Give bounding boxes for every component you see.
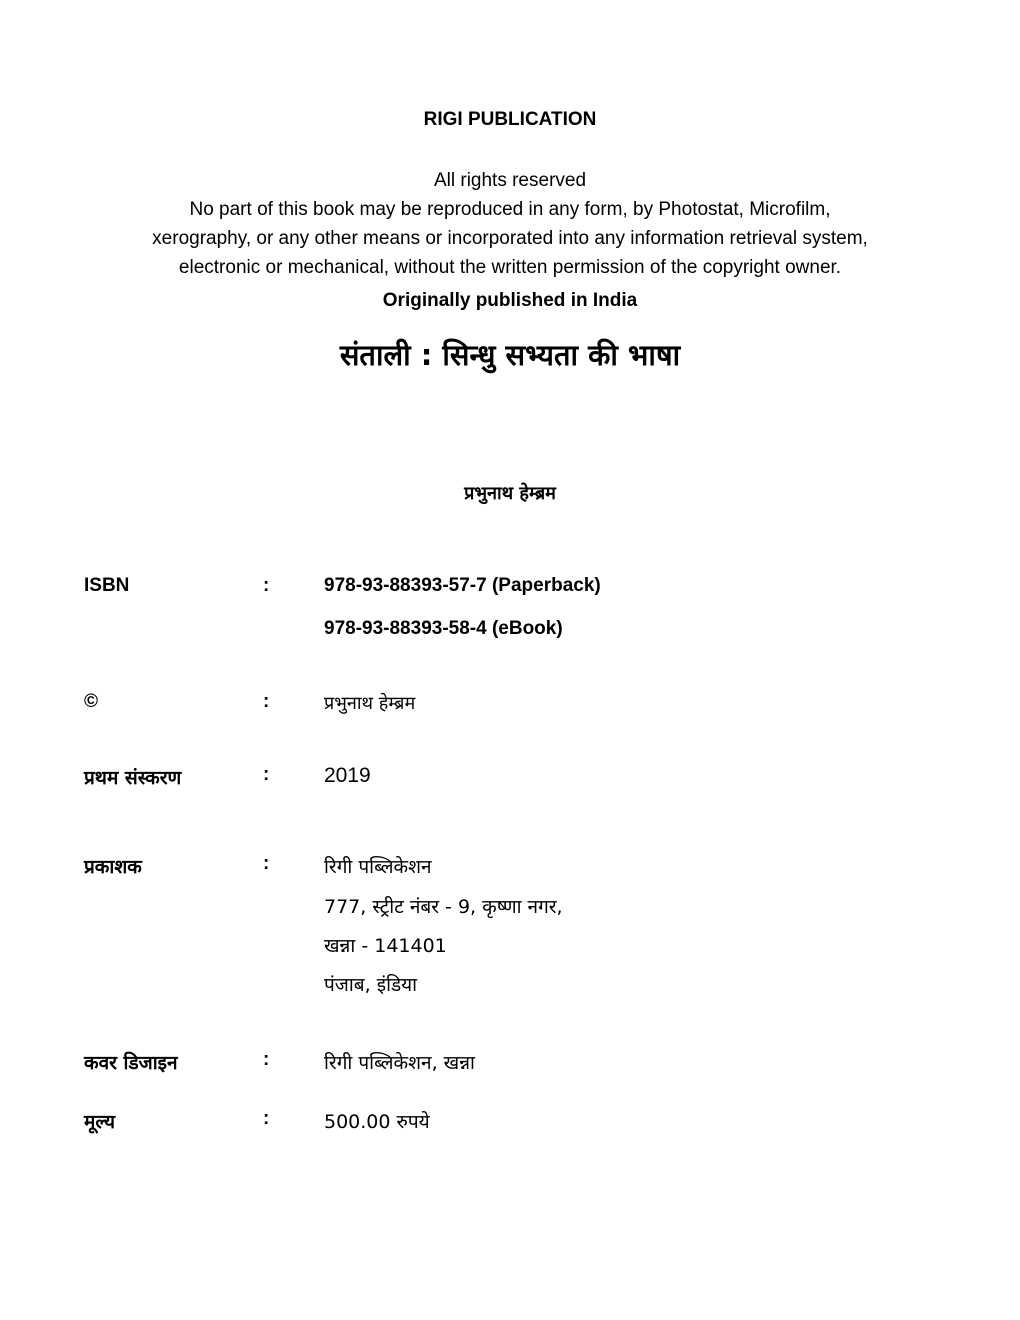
isbn-ebook-row bbox=[0, 618, 1020, 648]
isbn-ebook: 978-93-88393-58-4 (eBook) bbox=[324, 618, 563, 639]
edition-year: 2019 bbox=[324, 764, 371, 787]
publisher-address-line: खन्ना - 141401 bbox=[324, 935, 447, 957]
separator: : bbox=[263, 853, 270, 874]
cover-design-row bbox=[0, 1049, 1020, 1079]
isbn-row bbox=[0, 575, 1020, 605]
separator: : bbox=[263, 1108, 270, 1129]
rights-line: electronic or mechanical, without the written permission of the copyright owner. bbox=[178, 257, 842, 278]
rights-title: All rights reserved bbox=[433, 170, 587, 191]
publisher-label: प्रकाशक bbox=[84, 856, 142, 878]
rights-notice bbox=[0, 166, 1020, 282]
price-label: मूल्य bbox=[84, 1111, 116, 1133]
book-title: संताली : सिन्धु सभ्यता की भाषा bbox=[339, 338, 681, 372]
separator: : bbox=[263, 764, 270, 785]
author-name: प्रभुनाथ हेम्ब्रम bbox=[464, 483, 556, 504]
copyright-row bbox=[0, 691, 1020, 721]
cover-design-value: रिगी पब्लिकेशन, खन्ना bbox=[324, 1052, 475, 1074]
copyright-label: © bbox=[84, 691, 98, 712]
price-value: 500.00 रुपये bbox=[324, 1111, 430, 1133]
rights-line: No part of this book may be reproduced in any form, by Photostat, Microfilm, bbox=[189, 199, 831, 220]
separator: : bbox=[263, 575, 270, 596]
isbn-paperback: 978-93-88393-57-7 (Paperback) bbox=[324, 575, 601, 596]
price-row bbox=[0, 1108, 1020, 1138]
edition-label: प्रथम संस्करण bbox=[84, 767, 182, 789]
copyright-holder: प्रभुनाथ हेम्ब्रम bbox=[324, 693, 416, 714]
origin-note: Originally published in India bbox=[382, 290, 638, 311]
publisher-heading: RIGI PUBLICATION bbox=[423, 109, 597, 130]
separator: : bbox=[263, 691, 270, 712]
publisher-row bbox=[0, 853, 1020, 883]
cover-design-label: कवर डिजाइन bbox=[84, 1052, 178, 1074]
edition-row bbox=[0, 764, 1020, 794]
separator: : bbox=[263, 1049, 270, 1070]
isbn-label: ISBN bbox=[84, 575, 130, 596]
publisher-address-line: पंजाब, इंडिया bbox=[324, 974, 418, 996]
rights-line: xerography, or any other means or incorporated into any information retrieval system, bbox=[152, 228, 868, 249]
publisher-address-line: 777, स्ट्रीट नंबर - 9, कृष्णा नगर, bbox=[324, 896, 563, 918]
publisher-address-line: रिगी पब्लिकेशन bbox=[324, 856, 432, 878]
